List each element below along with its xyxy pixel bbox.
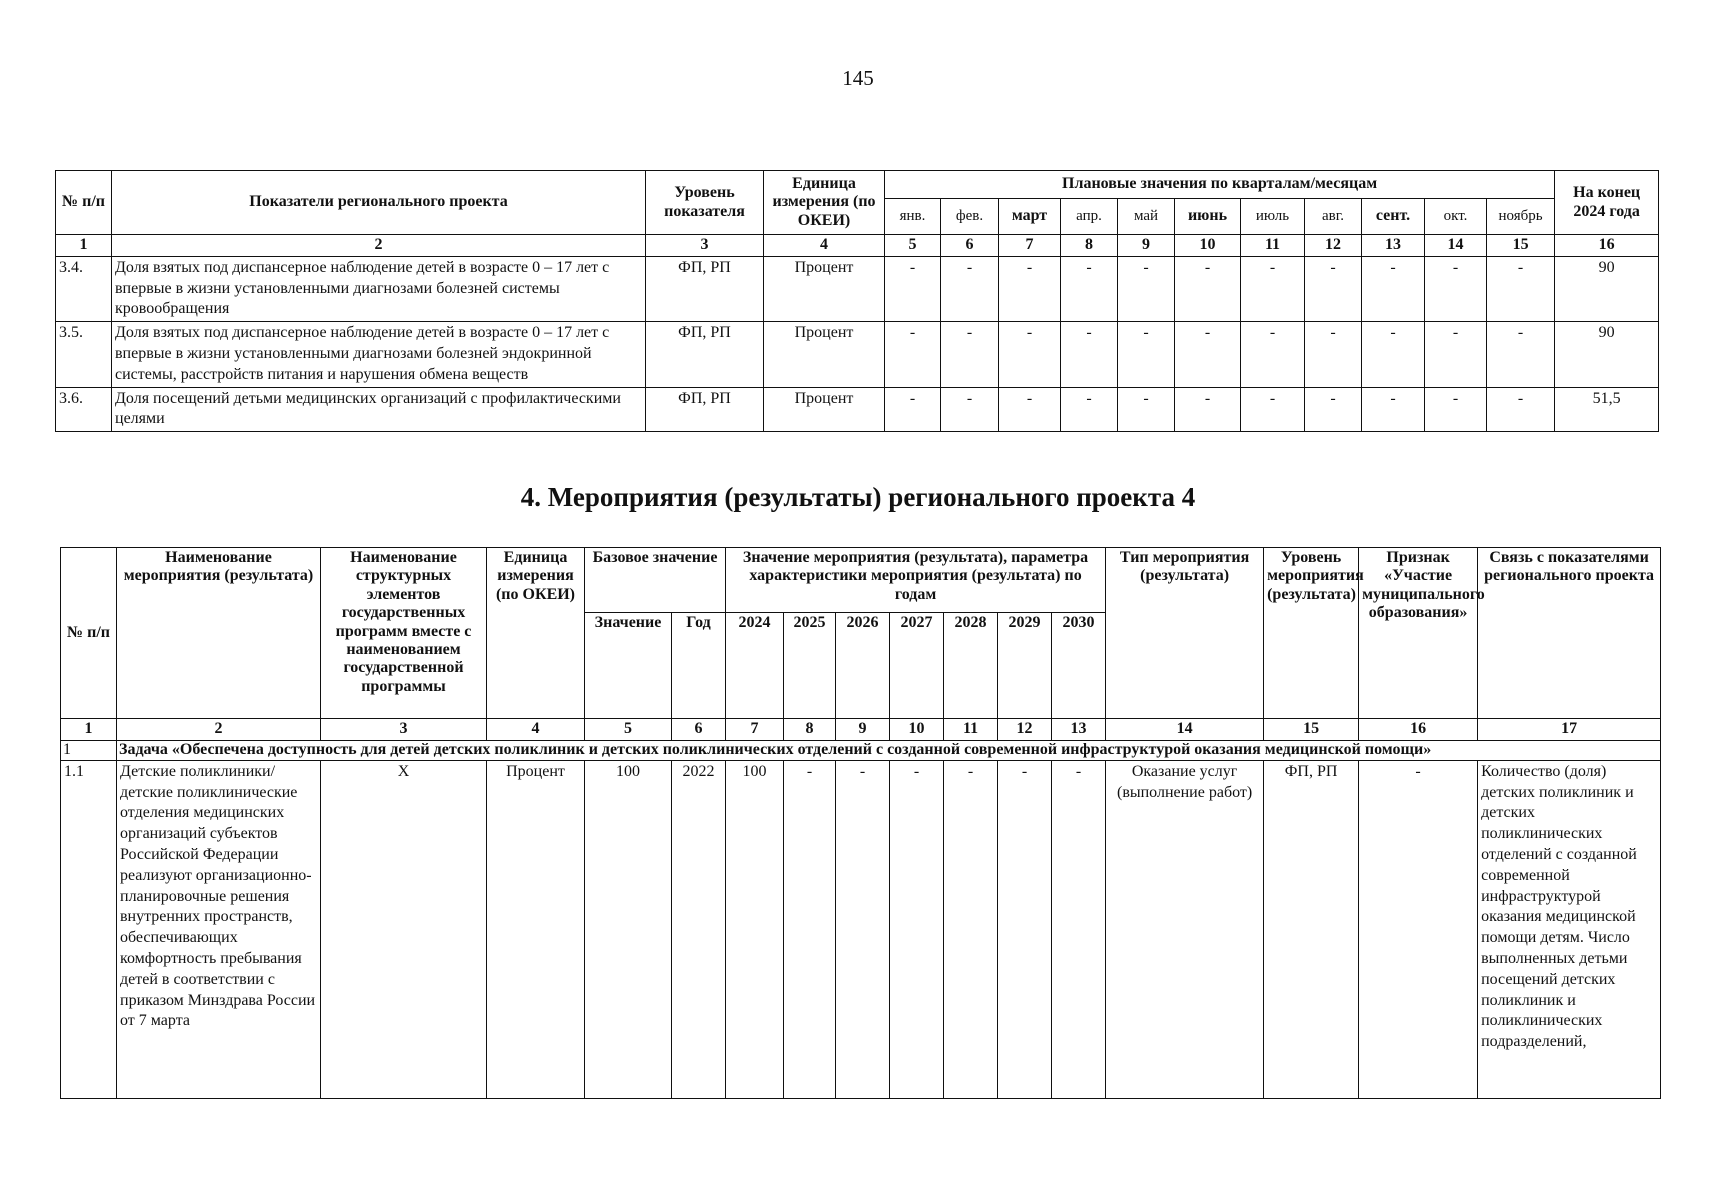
month-header: сент.: [1362, 199, 1425, 235]
year-header: 2027: [890, 613, 944, 719]
month-value: -: [1362, 256, 1425, 321]
column-number: 9: [1118, 235, 1175, 257]
municipal-participation: -: [1359, 760, 1478, 1098]
col-header-link: Связь с показателями регионального проекта: [1478, 548, 1661, 719]
col-header-unit: Единица измерения (по ОКЕИ): [487, 548, 585, 719]
column-number: 14: [1106, 719, 1264, 741]
month-value: -: [1061, 322, 1118, 387]
row-number: 3.4.: [56, 256, 112, 321]
column-number: 9: [836, 719, 890, 741]
month-value: -: [1305, 322, 1362, 387]
month-value: -: [1305, 387, 1362, 432]
row-number: 1.1: [61, 760, 117, 1098]
column-number: 2: [117, 719, 321, 741]
column-number: 7: [999, 235, 1061, 257]
month-header: июль: [1241, 199, 1305, 235]
end-of-year-value: 90: [1555, 322, 1659, 387]
col-header-muni: Признак «Участие муниципального образования»: [1359, 548, 1478, 719]
column-number: 12: [998, 719, 1052, 741]
column-number: 13: [1362, 235, 1425, 257]
month-value: -: [1362, 387, 1425, 432]
month-value: -: [999, 322, 1061, 387]
month-header: ноябрь: [1487, 199, 1555, 235]
indicator-level: ФП, РП: [646, 322, 764, 387]
month-value: -: [1487, 387, 1555, 432]
column-number: 11: [944, 719, 998, 741]
column-number: 5: [585, 719, 672, 741]
month-value: -: [941, 387, 999, 432]
base-year: 2022: [672, 760, 726, 1098]
task-row: [61, 740, 1661, 760]
month-value: -: [1487, 322, 1555, 387]
month-value: -: [1175, 387, 1241, 432]
column-number: 12: [1305, 235, 1362, 257]
column-number: 3: [646, 235, 764, 257]
month-value: -: [999, 387, 1061, 432]
indicator-level: ФП, РП: [646, 387, 764, 432]
month-value: -: [1175, 256, 1241, 321]
year-header: 2025: [784, 613, 836, 719]
column-number: 8: [784, 719, 836, 741]
month-value: -: [1425, 256, 1487, 321]
month-header: авг.: [1305, 199, 1362, 235]
column-number: 17: [1478, 719, 1661, 741]
year-value: 100: [726, 760, 784, 1098]
year-value: -: [1052, 760, 1106, 1098]
year-header: 2024: [726, 613, 784, 719]
year-header: 2028: [944, 613, 998, 719]
year-value: -: [998, 760, 1052, 1098]
row-number: 3.6.: [56, 387, 112, 432]
col-header-level: Уровень мероприятия (результата): [1264, 548, 1359, 719]
activity-unit: Процент: [487, 760, 585, 1098]
month-value: -: [941, 322, 999, 387]
month-value: -: [885, 322, 941, 387]
indicator-unit: Процент: [764, 387, 885, 432]
task-text: Задача «Обеспечена доступность для детей детских поликлиник и детских поликлинических отделений с созданной современной инфраструктурой оказания медицинской помощи»: [117, 740, 1661, 760]
table-row: [56, 256, 1659, 321]
col-header-unit: Единица измерения (по ОКЕИ): [764, 171, 885, 235]
column-number: 10: [890, 719, 944, 741]
col-header-struct: Наименование структурных элементов государственных программ вместе с наименованием государственной программы: [321, 548, 487, 719]
struct-elements: Х: [321, 760, 487, 1098]
section-title: 4. Мероприятия (результаты) регионального проекта 4: [520, 482, 1196, 512]
indicator-level: ФП, РП: [646, 256, 764, 321]
month-value: -: [1241, 322, 1305, 387]
year-value: -: [784, 760, 836, 1098]
table-row: [56, 387, 1659, 432]
year-value: -: [836, 760, 890, 1098]
col-header-level: Уровень показателя: [646, 171, 764, 235]
column-number: 16: [1359, 719, 1478, 741]
col-header-name: Наименование мероприятия (результата): [117, 548, 321, 719]
end-of-year-value: 51,5: [1555, 387, 1659, 432]
month-header: янв.: [885, 199, 941, 235]
column-number: 5: [885, 235, 941, 257]
month-value: -: [1241, 387, 1305, 432]
month-value: -: [1061, 256, 1118, 321]
column-number: 1: [56, 235, 112, 257]
month-value: -: [1305, 256, 1362, 321]
col-header-values: Значение мероприятия (результата), параметра характеристики мероприятия (результата) по годам: [726, 548, 1106, 613]
column-number: 6: [941, 235, 999, 257]
col-header-num: № п/п: [61, 548, 117, 719]
activity-name: Детские поликлиники/детские поликлинические отделения медицинских организаций субъектов Российской Федерации реализуют организационно-планировочные решения внутренних пространств, обеспечивающих комфортность пребывания детей в соответствии с приказом Минздрава России от 7 марта: [117, 760, 321, 1098]
col-header-num: № п/п: [56, 171, 112, 235]
indicator-name: Доля взятых под диспансерное наблюдение детей в возрасте 0 – 17 лет с впервые в жизни установленными диагнозами болезней системы кровообращения: [112, 256, 646, 321]
col-header-base: Базовое значение: [585, 548, 726, 613]
month-value: -: [1118, 387, 1175, 432]
activities-table: [60, 547, 1661, 1099]
column-number: 10: [1175, 235, 1241, 257]
column-number: 13: [1052, 719, 1106, 741]
year-value: -: [890, 760, 944, 1098]
indicator-name: Доля взятых под диспансерное наблюдение детей в возрасте 0 – 17 лет с впервые в жизни установленными диагнозами болезней эндокринной системы, расстройств питания и нарушения обмена веществ: [112, 322, 646, 387]
col-header-indicator: Показатели регионального проекта: [112, 171, 646, 235]
month-value: -: [1118, 322, 1175, 387]
indicator-unit: Процент: [764, 322, 885, 387]
column-number: 2: [112, 235, 646, 257]
month-header: март: [999, 199, 1061, 235]
column-number: 4: [764, 235, 885, 257]
col-header-type: Тип мероприятия (результата): [1106, 548, 1264, 719]
indicators-table: [55, 170, 1659, 432]
month-value: -: [1425, 322, 1487, 387]
column-number: 16: [1555, 235, 1659, 257]
month-header: май: [1118, 199, 1175, 235]
indicator-name: Доля посещений детьми медицинских организаций с профилактическими целями: [112, 387, 646, 432]
row-number: 3.5.: [56, 322, 112, 387]
table-row: [61, 760, 1661, 1098]
month-value: -: [1175, 322, 1241, 387]
indicator-unit: Процент: [764, 256, 885, 321]
month-value: -: [941, 256, 999, 321]
column-number: 1: [61, 719, 117, 741]
month-value: -: [1118, 256, 1175, 321]
month-value: -: [999, 256, 1061, 321]
year-header: 2026: [836, 613, 890, 719]
year-value: -: [944, 760, 998, 1098]
year-header: 2029: [998, 613, 1052, 719]
month-header: апр.: [1061, 199, 1118, 235]
year-header: 2030: [1052, 613, 1106, 719]
col-header-base-year: Год: [672, 613, 726, 719]
base-value: 100: [585, 760, 672, 1098]
month-value: -: [1241, 256, 1305, 321]
col-header-planned: Плановые значения по кварталам/месяцам: [885, 171, 1555, 199]
activity-level: ФП, РП: [1264, 760, 1359, 1098]
month-value: -: [1061, 387, 1118, 432]
col-header-end: На конец 2024 года: [1555, 171, 1659, 235]
column-number: 6: [672, 719, 726, 741]
task-number: 1: [61, 740, 117, 760]
activity-type: Оказание услуг (выполнение работ): [1106, 760, 1264, 1098]
month-header: июнь: [1175, 199, 1241, 235]
month-value: -: [885, 387, 941, 432]
column-number: 15: [1264, 719, 1359, 741]
column-number: 11: [1241, 235, 1305, 257]
end-of-year-value: 90: [1555, 256, 1659, 321]
table-row: [56, 322, 1659, 387]
month-value: -: [1425, 387, 1487, 432]
indicator-link: Количество (доля) детских поликлиник и детских поликлинических отделений с созданной современной инфраструктурой оказания медицинской помощи детям. Число выполненных детьми посещений детских поликлиник и поликлинических подразделений,: [1478, 760, 1661, 1098]
column-number: 14: [1425, 235, 1487, 257]
col-header-base-value: Значение: [585, 613, 672, 719]
month-header: фев.: [941, 199, 999, 235]
column-number: 4: [487, 719, 585, 741]
column-number: 3: [321, 719, 487, 741]
month-header: окт.: [1425, 199, 1487, 235]
month-value: -: [1362, 322, 1425, 387]
month-value: -: [1487, 256, 1555, 321]
column-number: 8: [1061, 235, 1118, 257]
column-number: 7: [726, 719, 784, 741]
column-number: 15: [1487, 235, 1555, 257]
month-value: -: [885, 256, 941, 321]
page-number: 145: [842, 66, 874, 90]
